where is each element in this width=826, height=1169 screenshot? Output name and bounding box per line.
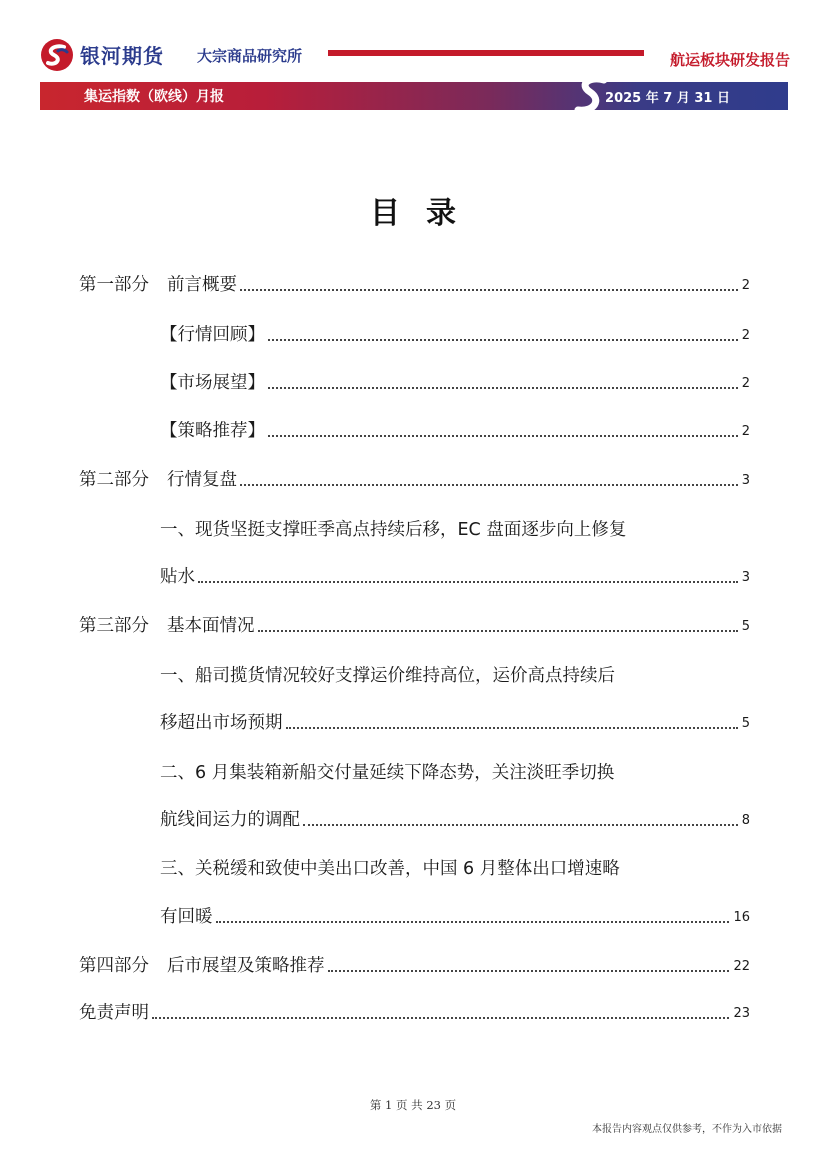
toc-entry-title-line2: 贴水 [160, 567, 195, 587]
toc-entry-part-3[interactable] [79, 611, 750, 637]
toc-part-title: 基本面情况 [167, 616, 255, 636]
toc-entry-section-3-2[interactable] [160, 805, 750, 831]
report-type: 航运板块研发报告 [669, 51, 790, 69]
toc-leader [286, 727, 738, 729]
toc-heading: 目录 [370, 196, 482, 231]
toc-entry-part-2[interactable] [79, 465, 750, 491]
toc-entry-section-3-1[interactable] [160, 708, 750, 734]
toc-part-label: 第二部分 [79, 470, 149, 490]
toc-leader [268, 435, 738, 437]
header-rule [328, 50, 644, 56]
toc-page-number: 8 [741, 813, 750, 828]
toc-part-label: 第三部分 [79, 616, 149, 636]
toc-entry-section-3-3[interactable] [160, 902, 750, 928]
toc-leader [240, 289, 738, 291]
galaxy-logo-icon [40, 38, 74, 72]
toc-leader [216, 921, 730, 923]
toc-page-number: 3 [741, 570, 750, 585]
toc-entry-title: 【策略推荐】 [160, 421, 265, 441]
toc-part-title: 后市展望及策略推荐 [167, 956, 325, 976]
toc-entry-market-outlook[interactable] [160, 368, 750, 394]
toc-page-number: 5 [741, 716, 750, 731]
toc-page-number: 2 [741, 328, 750, 343]
toc-entry-part-4[interactable] [79, 951, 750, 977]
toc-entry-title-line2: 航线间运力的调配 [160, 810, 300, 830]
toc-entry-title-line1[interactable]: 一、船司揽货情况较好支撑运价维持高位，运价高点持续后 [160, 666, 615, 686]
toc-leader [328, 970, 730, 972]
toc-leader [258, 630, 738, 632]
toc-page-number: 5 [741, 619, 750, 634]
page-number-footer: 第 1 页 共 23 页 [369, 1098, 457, 1112]
toc-page-number: 16 [733, 910, 750, 925]
toc-entry-title: 【市场展望】 [160, 373, 265, 393]
toc-entry-title-line1[interactable]: 二、6 月集装箱新船交付量延续下降态势，关注淡旺季切换 [160, 763, 615, 783]
toc-entry-title-line1[interactable]: 三、关税缓和致使中美出口改善，中国 6 月整体出口增速略 [160, 859, 620, 879]
toc-entry-part-1[interactable] [79, 270, 750, 296]
toc-leader [268, 339, 738, 341]
brand-name: 银河期货 [80, 44, 164, 68]
toc-page-number: 3 [741, 473, 750, 488]
toc-entry-title: 【行情回顾】 [160, 325, 265, 345]
disclaimer-note: 本报告内容观点仅供参考，不作为入市依据 [592, 1124, 782, 1135]
report-date: 2025 年 7 月 31 日 [605, 91, 730, 106]
toc-leader [198, 581, 738, 583]
toc-entry-title-line1[interactable]: 一、现货坚挺支撑旺季高点持续后移，EC 盘面逐步向上修复 [160, 520, 627, 540]
toc-entry-strategy[interactable] [160, 416, 750, 442]
toc-entry-disclaimer[interactable] [79, 998, 750, 1024]
toc-entry-section-2-1[interactable] [160, 562, 750, 588]
toc-part-label: 第四部分 [79, 956, 149, 976]
toc-leader [240, 484, 738, 486]
toc-entry-title-line2: 移超出市场预期 [160, 713, 283, 733]
toc-leader [152, 1017, 729, 1019]
toc-page-number: 23 [733, 1006, 750, 1021]
toc-page-number: 22 [733, 959, 750, 974]
toc-page-number: 2 [741, 376, 750, 391]
report-title: 集运指数（欧线）月报 [84, 89, 224, 105]
institute-name: 大宗商品研究所 [197, 47, 303, 65]
toc-leader [303, 824, 738, 826]
toc-part-title: 前言概要 [167, 275, 237, 295]
header-banner [40, 82, 788, 110]
toc-entry-market-review[interactable] [160, 320, 750, 346]
toc-leader [268, 387, 738, 389]
toc-part-label: 第一部分 [79, 275, 149, 295]
toc-part-title: 行情复盘 [167, 470, 237, 490]
toc-page-number: 2 [741, 278, 750, 293]
toc-entry-title-line2: 有回暖 [160, 907, 213, 927]
toc-page-number: 2 [741, 424, 750, 439]
toc-entry-title: 免责声明 [79, 1003, 149, 1023]
